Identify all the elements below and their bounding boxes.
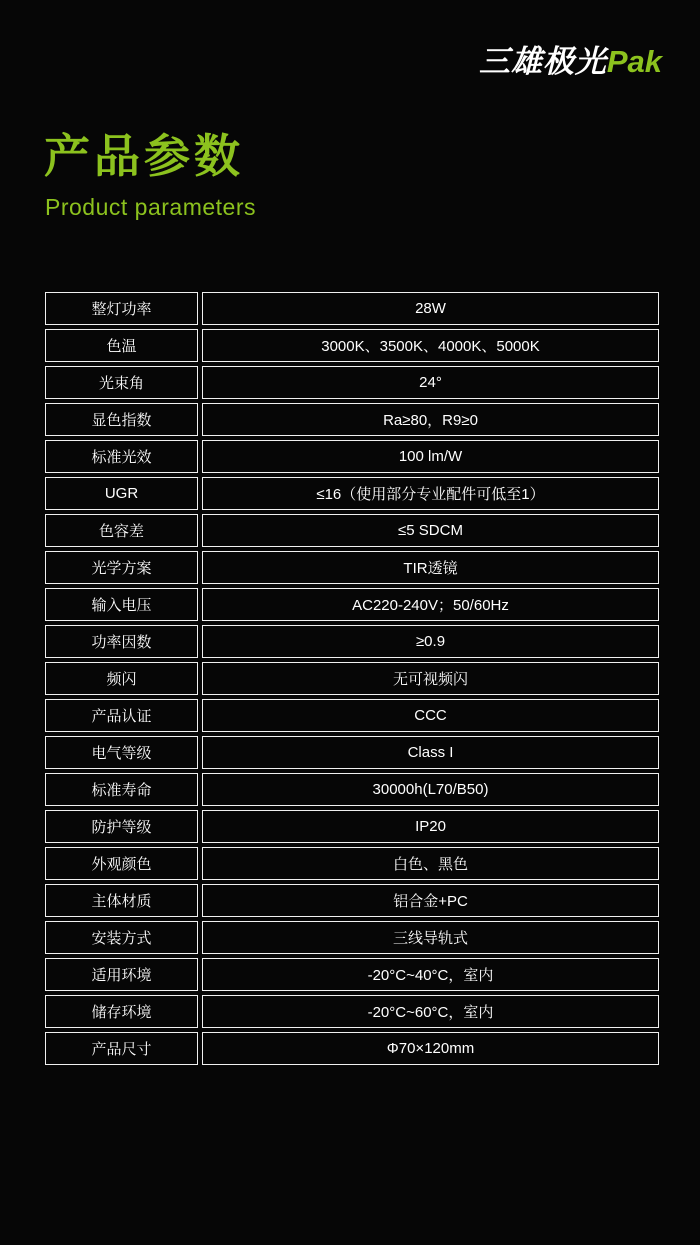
param-value: 100 lm/W	[202, 440, 659, 473]
table-row	[45, 662, 659, 695]
param-label: 输入电压	[45, 588, 198, 621]
param-label: 整灯功率	[45, 292, 198, 325]
table-row	[45, 625, 659, 658]
table-row	[45, 440, 659, 473]
table-row	[45, 403, 659, 436]
param-label: 色容差	[45, 514, 198, 547]
param-value: -20°C~40°C，室内	[202, 958, 659, 991]
table-row	[45, 292, 659, 325]
param-value: Ra≥80，R9≥0	[202, 403, 659, 436]
brand-logo	[479, 36, 662, 81]
param-label: 光学方案	[45, 551, 198, 584]
brand-logo-pak: Pak	[606, 44, 662, 79]
param-label: 电气等级	[45, 736, 198, 769]
brand-logo-chinese: 三雄极光	[478, 44, 607, 79]
table-row	[45, 477, 659, 510]
param-value: ≤16（使用部分专业配件可低至1）	[202, 477, 659, 510]
table-row	[45, 958, 659, 991]
param-label: UGR	[45, 477, 198, 510]
param-value: IP20	[202, 810, 659, 843]
param-value: 铝合金+PC	[202, 884, 659, 917]
param-label: 储存环境	[45, 995, 198, 1028]
table-row	[45, 847, 659, 880]
param-label: 主体材质	[45, 884, 198, 917]
param-value: 无可视频闪	[202, 662, 659, 695]
param-label: 标准寿命	[45, 773, 198, 806]
table-row	[45, 921, 659, 954]
param-value: ≥0.9	[202, 625, 659, 658]
param-value: CCC	[202, 699, 659, 732]
param-label: 显色指数	[45, 403, 198, 436]
parameters-table-body	[45, 292, 659, 1065]
table-row	[45, 366, 659, 399]
param-value: Class I	[202, 736, 659, 769]
table-row	[45, 1032, 659, 1065]
param-label: 安装方式	[45, 921, 198, 954]
param-value: ≤5 SDCM	[202, 514, 659, 547]
param-label: 产品认证	[45, 699, 198, 732]
param-label: 外观颜色	[45, 847, 198, 880]
param-label: 产品尺寸	[45, 1032, 198, 1065]
table-row	[45, 588, 659, 621]
param-value: 30000h(L70/B50)	[202, 773, 659, 806]
page-title: 产品参数	[44, 130, 244, 182]
param-label: 频闪	[45, 662, 198, 695]
param-value: 三线导轨式	[202, 921, 659, 954]
param-label: 标准光效	[45, 440, 198, 473]
param-label: 光束角	[45, 366, 198, 399]
param-value: 24°	[202, 366, 659, 399]
param-value: 28W	[202, 292, 659, 325]
table-row	[45, 773, 659, 806]
param-label: 防护等级	[45, 810, 198, 843]
param-label: 功率因数	[45, 625, 198, 658]
param-value: AC220-240V；50/60Hz	[202, 588, 659, 621]
param-value: 白色、黑色	[202, 847, 659, 880]
table-row	[45, 995, 659, 1028]
table-row	[45, 736, 659, 769]
param-value: -20°C~60°C，室内	[202, 995, 659, 1028]
table-row	[45, 329, 659, 362]
param-label: 适用环境	[45, 958, 198, 991]
table-row	[45, 884, 659, 917]
param-value: 3000K、3500K、4000K、5000K	[202, 329, 659, 362]
parameters-table	[41, 288, 663, 1069]
param-value: TIR透镜	[202, 551, 659, 584]
table-row	[45, 551, 659, 584]
table-row	[45, 699, 659, 732]
param-value: Φ70×120mm	[202, 1032, 659, 1065]
page-subtitle: Product parameters	[45, 194, 256, 220]
param-label: 色温	[45, 329, 198, 362]
table-row	[45, 810, 659, 843]
table-row	[45, 514, 659, 547]
